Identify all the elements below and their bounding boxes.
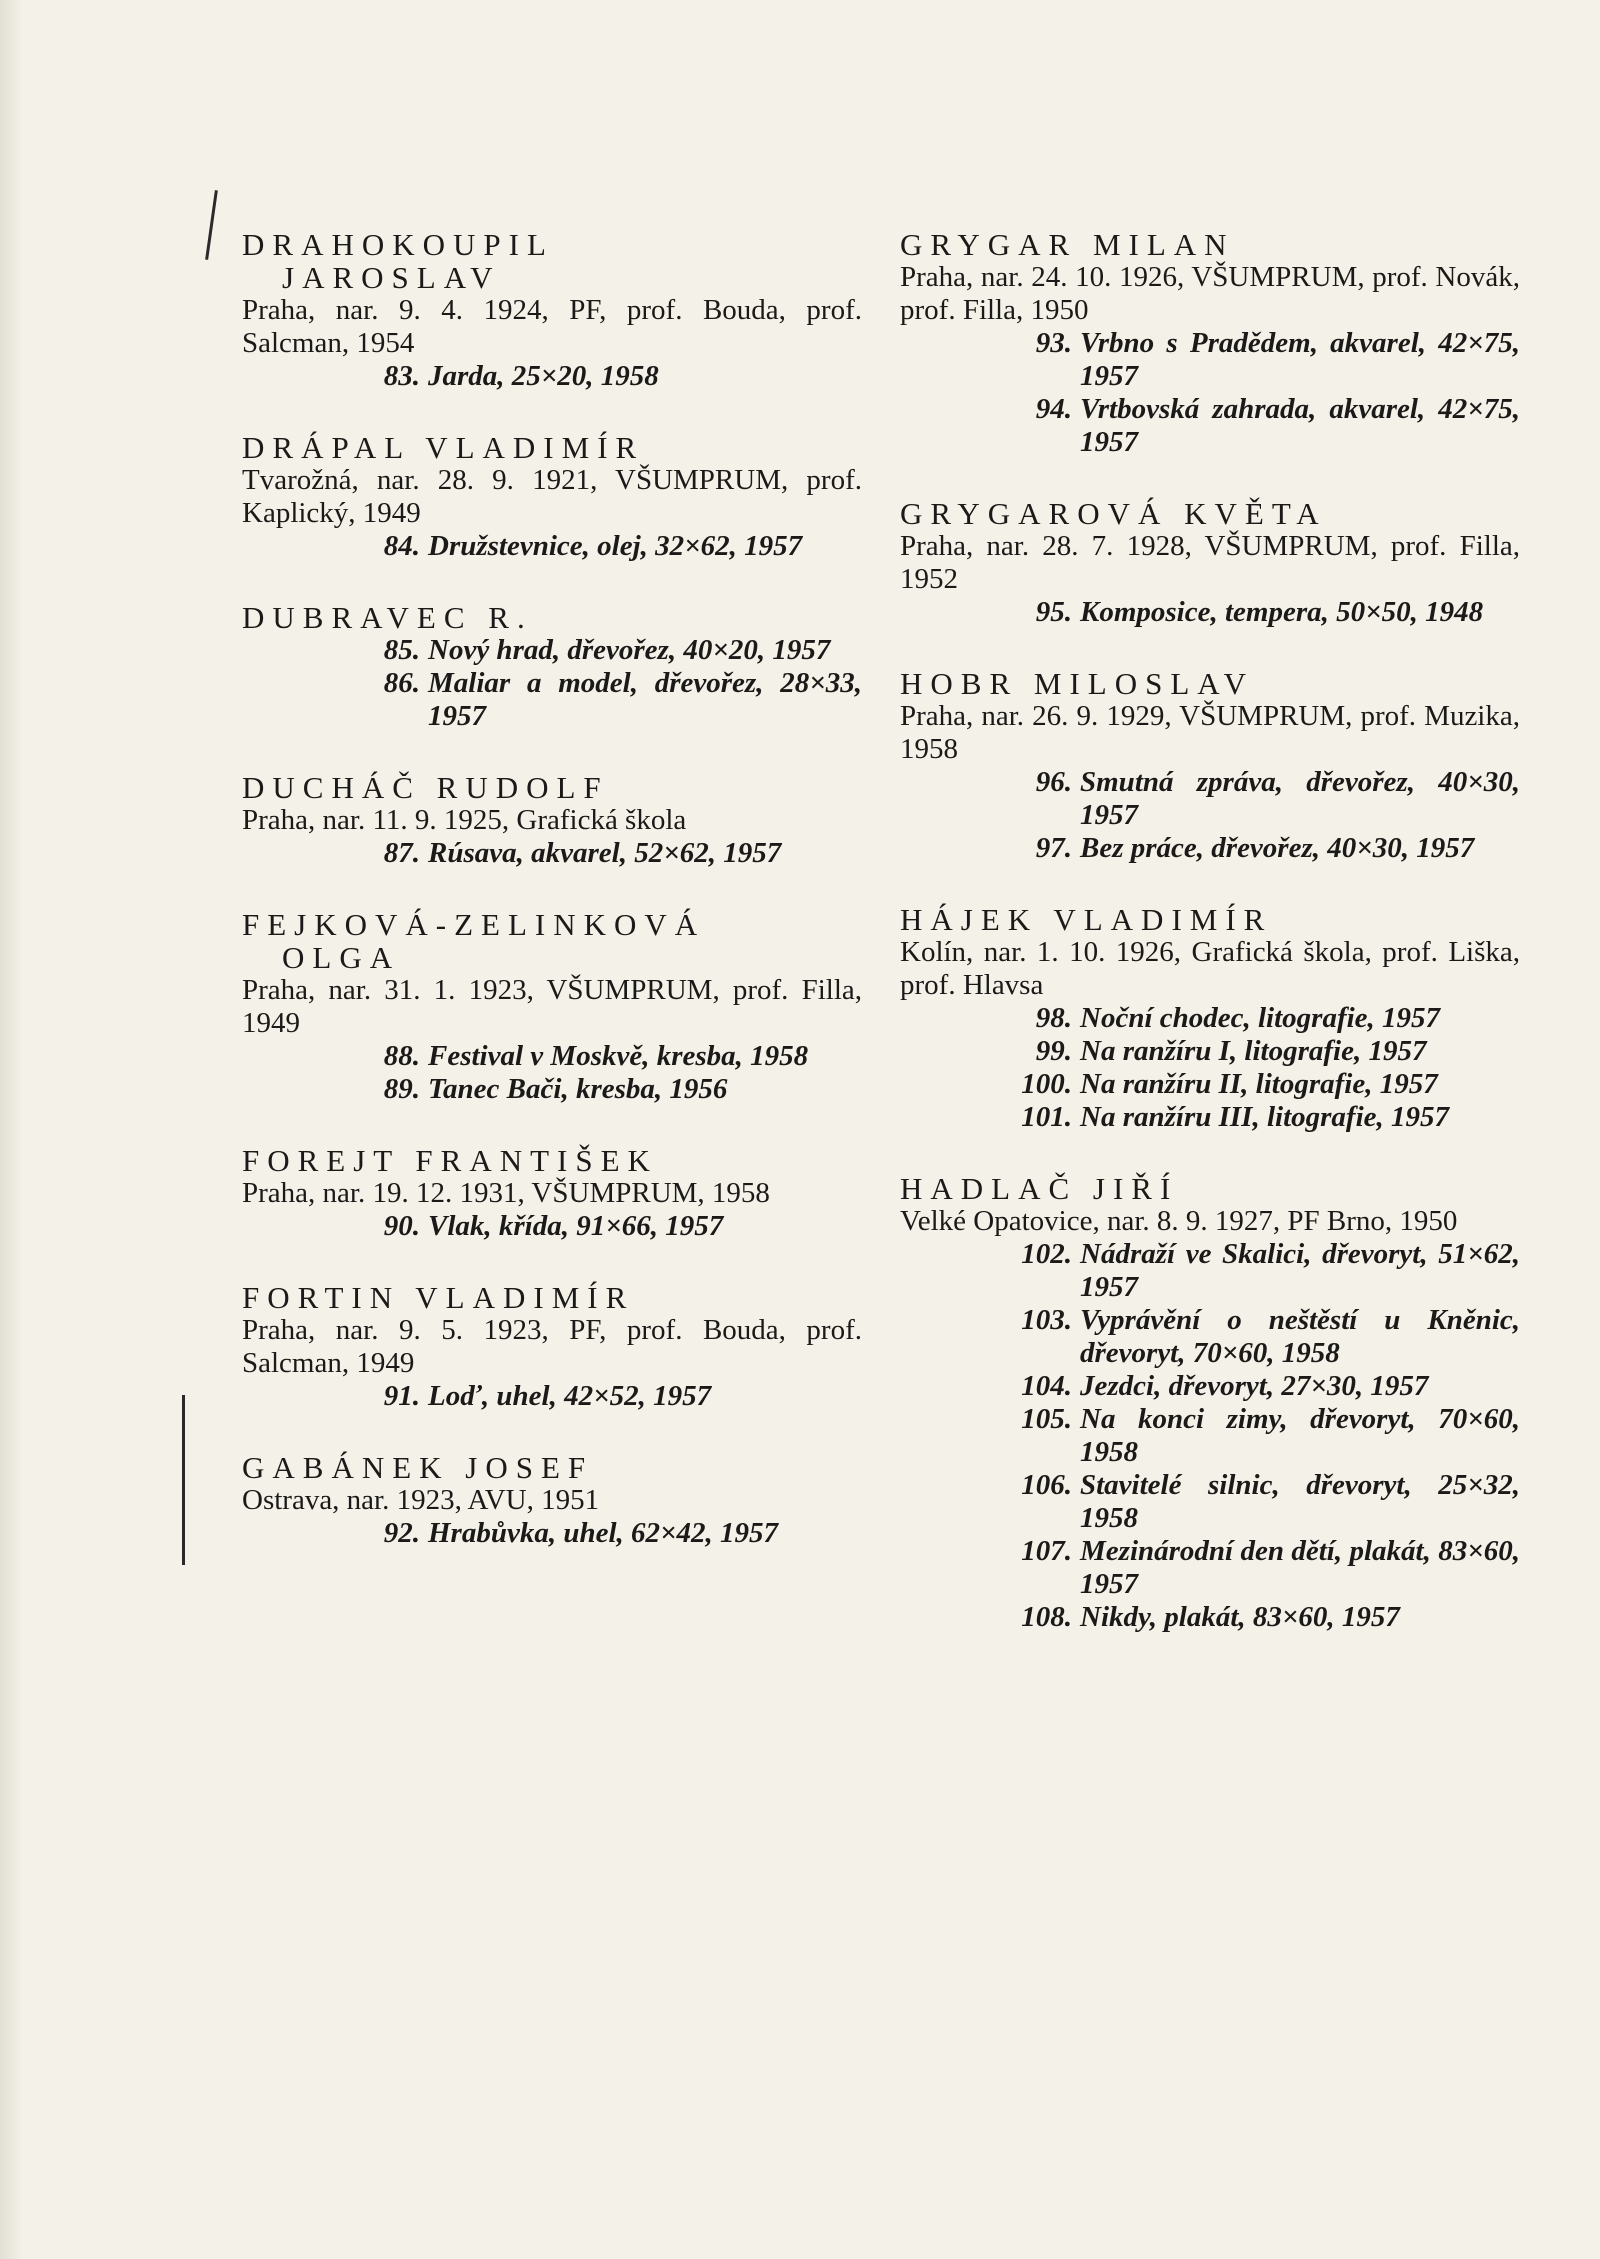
- work-number: 108.: [1021, 1601, 1072, 1633]
- work-number: 86.: [383, 667, 420, 699]
- artist-bio: Velké Opatovice, nar. 8. 9. 1927, PF Brno, 1950: [900, 1205, 1458, 1237]
- artist-name: [900, 1172, 1520, 1205]
- artist-entry: [242, 1281, 862, 1413]
- artist-name-line: FOREJT FRANTIŠEK: [242, 1143, 658, 1178]
- work-description: Hrabůvka, uhel, 62×42, 1957: [428, 1517, 779, 1549]
- work-number: 102.: [1021, 1238, 1072, 1270]
- work-item: [242, 1517, 862, 1550]
- artist-name-line: GRYGAR MILAN: [900, 227, 1235, 262]
- work-number: 89.: [383, 1073, 420, 1105]
- artist-entry: [900, 903, 1520, 1134]
- pencil-mark-top: [205, 190, 218, 260]
- work-description: Na ranžíru III, litografie, 1957: [1080, 1101, 1450, 1133]
- artist-name-line: OLGA: [282, 940, 401, 975]
- left-column: [242, 228, 862, 1588]
- works-list: [242, 634, 862, 733]
- work-number: 84.: [383, 530, 420, 562]
- artist-name-line: FEJKOVÁ-ZELINKOVÁ: [242, 907, 706, 942]
- work-description: Vrtbovská zahrada, akvarel, 42×75, 1957: [1080, 393, 1520, 458]
- work-number: 93.: [1035, 327, 1072, 359]
- work-number: 103.: [1021, 1304, 1072, 1336]
- works-list: [900, 1238, 1520, 1634]
- artist-bio: Praha, nar. 26. 9. 1929, VŠUMPRUM, prof. Muzika, 1958: [900, 700, 1520, 765]
- artist-name-line: DUCHÁČ RUDOLF: [242, 770, 609, 805]
- artist-name-line: JAROSLAV: [282, 260, 501, 295]
- work-description: Jarda, 25×20, 1958: [428, 360, 659, 392]
- artist-name-line: DUBRAVEC R.: [242, 600, 533, 635]
- artist-name-line: HADLAČ JIŘÍ: [900, 1171, 1179, 1206]
- artist-bio: Praha, nar. 9. 4. 1924, PF, prof. Bouda, prof. Salcman, 1954: [242, 294, 862, 359]
- artist-entry: [242, 1451, 862, 1550]
- works-list: [242, 1517, 862, 1550]
- works-list: [242, 1040, 862, 1106]
- work-description: Na ranžíru II, litografie, 1957: [1080, 1068, 1438, 1100]
- work-description: Na konci zimy, dřevoryt, 70×60, 1958: [1080, 1403, 1520, 1468]
- work-description: Rúsava, akvarel, 52×62, 1957: [428, 837, 782, 869]
- work-description: Bez práce, dřevořez, 40×30, 1957: [1080, 832, 1475, 864]
- artist-bio: Ostrava, nar. 1923, AVU, 1951: [242, 1484, 600, 1516]
- work-item: [900, 1035, 1520, 1068]
- work-number: 92.: [383, 1517, 420, 1549]
- works-list: [242, 1210, 862, 1243]
- artist-name: [900, 228, 1520, 261]
- artist-entry: [900, 1172, 1520, 1634]
- artist-name: [242, 771, 862, 804]
- work-number: 94.: [1035, 393, 1072, 425]
- work-number: 96.: [1035, 766, 1072, 798]
- work-number: 90.: [383, 1210, 420, 1242]
- work-item: [242, 530, 862, 563]
- work-number: 99.: [1035, 1035, 1072, 1067]
- work-item: [242, 1040, 862, 1073]
- work-item: [900, 832, 1520, 865]
- right-column: [900, 228, 1520, 1672]
- work-item: [242, 360, 862, 393]
- artist-name: [900, 497, 1520, 530]
- artist-bio: Praha, nar. 31. 1. 1923, VŠUMPRUM, prof. Filla, 1949: [242, 974, 862, 1039]
- work-item: [900, 393, 1520, 459]
- work-description: Vlak, křída, 91×66, 1957: [428, 1210, 724, 1242]
- artist-name-line: DRAHOKOUPIL: [242, 227, 554, 262]
- artist-name-line: HOBR MILOSLAV: [900, 666, 1255, 701]
- artist-name: [900, 667, 1520, 700]
- work-number: 87.: [383, 837, 420, 869]
- work-description: Tanec Bači, kresba, 1956: [428, 1073, 728, 1105]
- artist-name: [900, 903, 1520, 936]
- work-number: 105.: [1021, 1403, 1072, 1435]
- works-list: [242, 530, 862, 563]
- works-list: [242, 1380, 862, 1413]
- work-item: [900, 1101, 1520, 1134]
- work-item: [900, 1304, 1520, 1370]
- artist-entry: [900, 667, 1520, 865]
- work-item: [242, 667, 862, 733]
- work-number: 85.: [383, 634, 420, 666]
- artist-entry: [242, 601, 862, 733]
- works-list: [900, 596, 1520, 629]
- artist-name: [242, 601, 862, 634]
- work-description: Komposice, tempera, 50×50, 1948: [1080, 596, 1484, 628]
- work-description: Nový hrad, dřevořez, 40×20, 1957: [428, 634, 831, 666]
- work-item: [242, 1073, 862, 1106]
- artist-bio: Praha, nar. 24. 10. 1926, VŠUMPRUM, prof. Novák, prof. Filla, 1950: [900, 261, 1520, 326]
- work-number: 107.: [1021, 1535, 1072, 1567]
- work-description: Nikdy, plakát, 83×60, 1957: [1080, 1601, 1400, 1633]
- artist-bio: Tvarožná, nar. 28. 9. 1921, VŠUMPRUM, prof. Kaplický, 1949: [242, 464, 862, 529]
- work-number: 100.: [1021, 1068, 1072, 1100]
- artist-name: [242, 228, 862, 294]
- works-list: [242, 837, 862, 870]
- work-item: [900, 1403, 1520, 1469]
- work-number: 88.: [383, 1040, 420, 1072]
- works-list: [242, 360, 862, 393]
- works-list: [900, 766, 1520, 865]
- work-item: [242, 1210, 862, 1243]
- artist-bio: Praha, nar. 9. 5. 1923, PF, prof. Bouda, prof. Salcman, 1949: [242, 1314, 862, 1379]
- artist-name: [242, 1281, 862, 1314]
- work-description: Maliar a model, dřevořez, 28×33, 1957: [428, 667, 862, 732]
- work-item: [900, 766, 1520, 832]
- work-item: [900, 1068, 1520, 1101]
- work-item: [900, 1601, 1520, 1634]
- work-number: 104.: [1021, 1370, 1072, 1402]
- work-item: [900, 596, 1520, 629]
- work-description: Festival v Moskvě, kresba, 1958: [428, 1040, 809, 1072]
- work-description: Družstevnice, olej, 32×62, 1957: [428, 530, 803, 562]
- work-number: 106.: [1021, 1469, 1072, 1501]
- work-description: Na ranžíru I, litografie, 1957: [1080, 1035, 1427, 1067]
- work-number: 91.: [383, 1380, 420, 1412]
- artist-name: [242, 431, 862, 464]
- artist-name-line: FORTIN VLADIMÍR: [242, 1280, 635, 1315]
- work-number: 101.: [1021, 1101, 1072, 1133]
- page-edge: [0, 0, 22, 2259]
- work-item: [900, 1370, 1520, 1403]
- pencil-mark-bottom: [182, 1395, 185, 1565]
- artist-entry: [242, 771, 862, 870]
- work-description: Stavitelé silnic, dřevoryt, 25×32, 1958: [1080, 1469, 1520, 1534]
- artist-name: [242, 1144, 862, 1177]
- artist-entry: [242, 908, 862, 1106]
- work-description: Loď, uhel, 42×52, 1957: [428, 1380, 712, 1412]
- work-description: Smutná zpráva, dřevořez, 40×30, 1957: [1080, 766, 1520, 831]
- work-description: Vyprávění o neštěstí u Kněnic, dřevoryt, 70×60, 1958: [1080, 1304, 1520, 1369]
- artist-entry: [242, 1144, 862, 1243]
- work-item: [900, 327, 1520, 393]
- works-list: [900, 1002, 1520, 1134]
- artist-entry: [900, 497, 1520, 629]
- work-item: [242, 634, 862, 667]
- artist-bio: Praha, nar. 11. 9. 1925, Grafická škola: [242, 804, 687, 836]
- work-number: 95.: [1035, 596, 1072, 628]
- work-item: [900, 1469, 1520, 1535]
- work-description: Mezinárodní den dětí, plakát, 83×60, 1957: [1080, 1535, 1520, 1600]
- artist-name-line: DRÁPAL VLADIMÍR: [242, 430, 645, 465]
- artist-name-line: GRYGAROVÁ KVĚTA: [900, 496, 1327, 531]
- work-description: Vrbno s Pradědem, akvarel, 42×75, 1957: [1080, 327, 1520, 392]
- work-number: 98.: [1035, 1002, 1072, 1034]
- artist-bio: Praha, nar. 19. 12. 1931, VŠUMPRUM, 1958: [242, 1177, 770, 1209]
- work-item: [242, 1380, 862, 1413]
- work-item: [900, 1238, 1520, 1304]
- work-item: [900, 1535, 1520, 1601]
- artist-entry: [900, 228, 1520, 459]
- works-list: [900, 327, 1520, 459]
- artist-entry: [242, 431, 862, 563]
- work-item: [900, 1002, 1520, 1035]
- work-description: Noční chodec, litografie, 1957: [1080, 1002, 1441, 1034]
- artist-bio: Kolín, nar. 1. 10. 1926, Grafická škola, prof. Liška, prof. Hlavsa: [900, 936, 1520, 1001]
- work-number: 97.: [1035, 832, 1072, 864]
- artist-name: [242, 1451, 862, 1484]
- artist-entry: [242, 228, 862, 393]
- artist-name: [242, 908, 862, 974]
- artist-name-line: GABÁNEK JOSEF: [242, 1450, 594, 1485]
- work-description: Nádraží ve Skalici, dřevoryt, 51×62, 1957: [1080, 1238, 1520, 1303]
- work-item: [242, 837, 862, 870]
- work-number: 83.: [383, 360, 420, 392]
- work-description: Jezdci, dřevoryt, 27×30, 1957: [1080, 1370, 1429, 1402]
- artist-bio: Praha, nar. 28. 7. 1928, VŠUMPRUM, prof. Filla, 1952: [900, 530, 1520, 595]
- artist-name-line: HÁJEK VLADIMÍR: [900, 902, 1273, 937]
